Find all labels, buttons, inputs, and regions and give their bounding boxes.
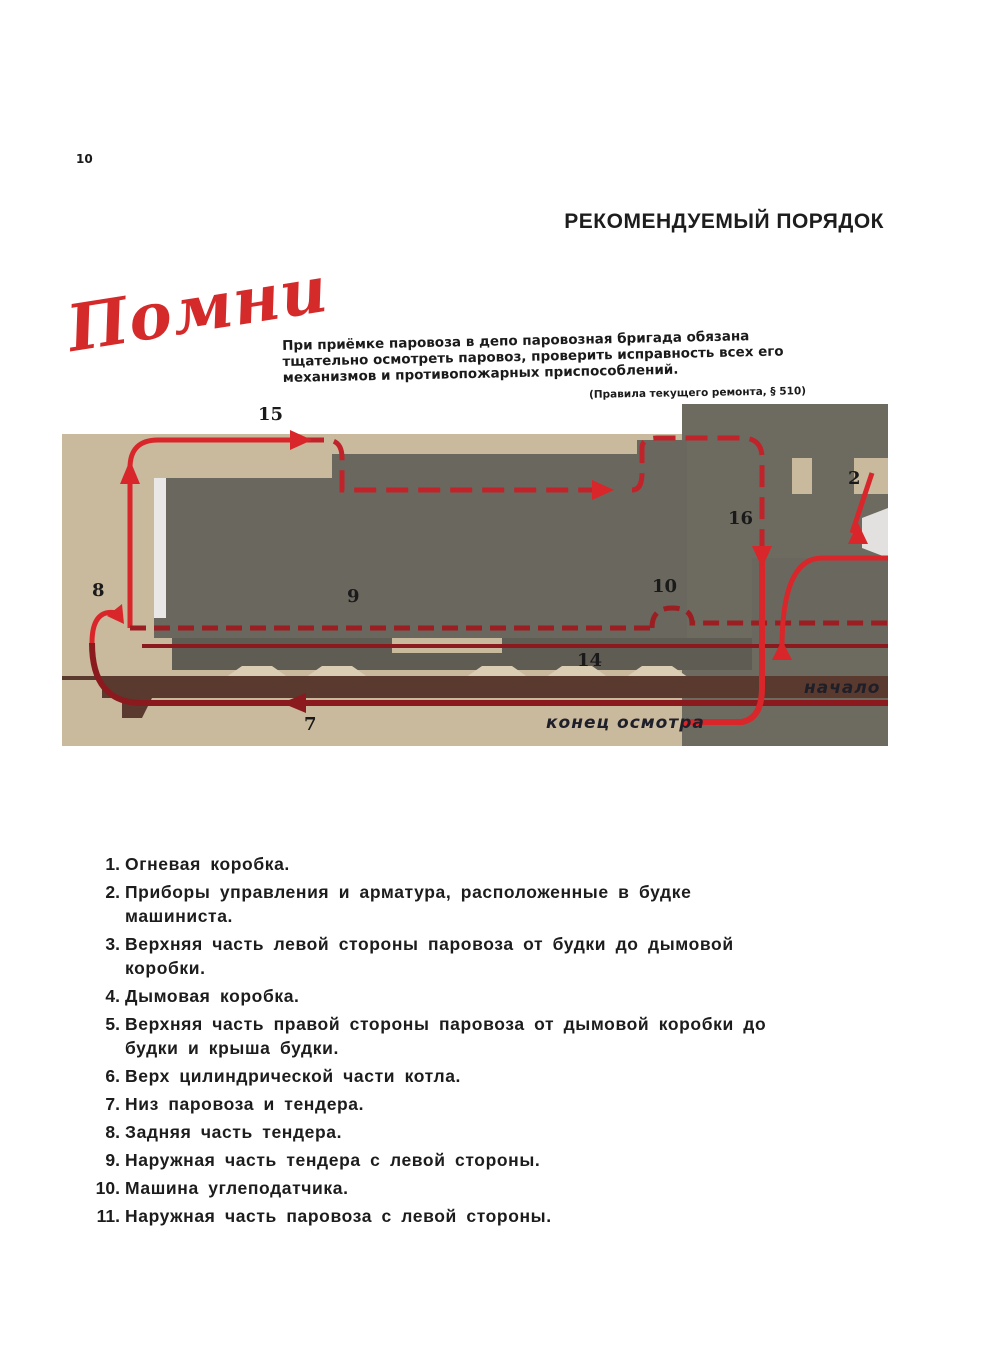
tender-edge-highlight xyxy=(154,478,166,618)
loco-front xyxy=(752,558,888,648)
item-text: Верхняя часть левой стороны паровоза от будки до дымовой коробки. xyxy=(125,934,734,978)
item-text: Наружная часть тендера с левой стороны. xyxy=(125,1150,541,1170)
rule-text: При приёмке паровоза в депо паровозная бригада обязана тщательно осмотреть паровоз, проверить исправность всех его механизмов и противопожарных приспособлений. xyxy=(282,328,784,386)
list-item xyxy=(84,1148,800,1172)
inspection-route-diagram xyxy=(62,398,888,746)
list-item xyxy=(84,1120,800,1144)
list-item xyxy=(84,932,800,980)
route-label-2: 2 xyxy=(848,468,861,489)
cab-window xyxy=(792,458,812,494)
page-number: 10 xyxy=(76,152,93,166)
locomotive-diagram-svg xyxy=(62,398,888,746)
route-label-16: 16 xyxy=(728,508,754,529)
list-item xyxy=(84,880,800,928)
item-text: Огневая коробка. xyxy=(125,854,290,874)
item-number: 6. xyxy=(105,1066,120,1086)
item-text: Задняя часть тендера. xyxy=(125,1122,343,1142)
item-number: 11. xyxy=(96,1206,120,1226)
item-text: Верхняя часть правой стороны паровоза от дымовой коробки до будки и крыша будки. xyxy=(125,1014,767,1058)
route-label-10: 10 xyxy=(652,576,678,597)
item-text: Наружная часть паровоза с левой стороны. xyxy=(125,1206,552,1226)
route-start-label: начало xyxy=(804,678,881,698)
item-text: Дымовая коробка. xyxy=(125,986,300,1006)
list-item xyxy=(84,1012,800,1060)
route-label-8: 8 xyxy=(92,580,105,601)
rule-source: (Правила текущего ремонта, § 510) xyxy=(588,385,807,401)
remember-heading: Помни xyxy=(62,251,333,367)
route-end-label: конец осмотра xyxy=(546,713,705,733)
item-number: 5. xyxy=(105,1014,120,1034)
item-text: Машина углеподатчика. xyxy=(125,1178,349,1198)
item-number: 10. xyxy=(95,1178,120,1198)
route-label-15: 15 xyxy=(258,404,284,425)
item-text: Верх цилиндрической части котла. xyxy=(125,1066,462,1086)
item-number: 2. xyxy=(105,882,120,902)
item-number: 9. xyxy=(105,1150,120,1170)
section-title: РЕКОМЕНДУЕМЫЙ ПОРЯДОК xyxy=(564,210,884,233)
list-item xyxy=(84,1092,800,1116)
item-text: Приборы управления и арматура, расположенные в будке машиниста. xyxy=(125,882,692,926)
route-label-9: 9 xyxy=(347,586,360,607)
list-item xyxy=(84,852,800,876)
item-text: Низ паровоза и тендера. xyxy=(125,1094,365,1114)
item-number: 8. xyxy=(105,1122,120,1142)
item-number: 4. xyxy=(105,986,120,1006)
item-number: 7. xyxy=(105,1094,120,1114)
route-label-7: 7 xyxy=(304,714,317,735)
list-item xyxy=(84,1176,800,1200)
list-item xyxy=(84,1204,800,1228)
list-item xyxy=(84,984,800,1008)
list-item xyxy=(84,1064,800,1088)
route-label-14: 14 xyxy=(577,650,603,671)
inspection-order-list xyxy=(84,852,800,1232)
item-number: 3. xyxy=(105,934,120,954)
item-number: 1. xyxy=(105,854,120,874)
